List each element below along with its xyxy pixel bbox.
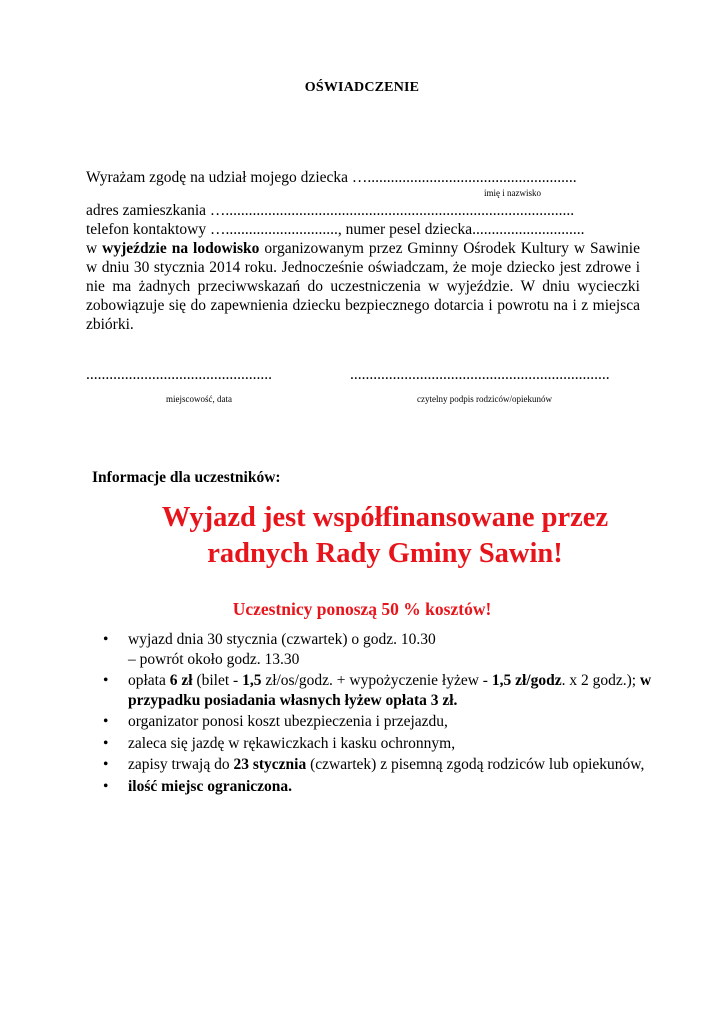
list-item-text: organizator ponosi koszt ubezpieczenia i przejazdu, — [128, 713, 448, 730]
phone-line: telefon kontaktowy …............................., numer pesel dziecka............................. — [86, 221, 585, 238]
cost-share-note: Uczestnicy ponoszą 50 % kosztów! — [232, 599, 492, 619]
rental-price: 1,5 zł/godz — [491, 672, 562, 689]
info-heading: Informacje dla uczestników: — [92, 469, 281, 486]
bullet-icon: • — [103, 631, 109, 648]
document-title: OŚWIADCZENIE — [304, 80, 420, 95]
bullet-icon: • — [103, 734, 109, 752]
list-item-text: zapisy trwają do — [128, 756, 234, 773]
bullet-icon: • — [103, 777, 109, 795]
list-item — [97, 734, 657, 754]
fee-amount: 6 zł — [169, 672, 193, 689]
bullet-icon: • — [103, 672, 109, 689]
bullet-icon: • — [103, 713, 109, 730]
funding-line-1: Wyjazd jest współfinansowane przez — [161, 502, 609, 533]
list-item — [97, 755, 657, 775]
signature-dots: ................................................................... — [350, 366, 610, 383]
own-skates-note: w przypadku posiadania własnych łyżew opłata 3 zł. — [128, 672, 652, 709]
name-hint: imię i nazwisko — [484, 188, 541, 198]
info-list — [97, 630, 657, 798]
paragraph-bold: wyjeździe na lodowisko — [102, 240, 260, 257]
place-date-dots: ................................................ — [86, 366, 272, 383]
list-item-text: – powrót około godz. 13.30 — [128, 650, 300, 668]
bullet-icon: • — [103, 756, 109, 773]
signature-label: czytelny podpis rodziców/opiekunów — [417, 394, 552, 404]
list-item-text: . x 2 godz.); — [561, 672, 640, 689]
paragraph-prefix: w — [86, 240, 103, 257]
consent-paragraph — [86, 239, 640, 334]
funding-line-2: radnych Rady Gminy Sawin! — [207, 538, 563, 569]
list-item-text: wyjazd dnia 30 stycznia (czwartek) o godz. 10.30 — [128, 631, 436, 648]
list-item — [97, 630, 657, 669]
list-item-text: opłata — [128, 672, 170, 689]
list-item-text: ilość miejsc ograniczona. — [128, 777, 293, 795]
list-item — [97, 671, 657, 710]
list-item-text: (bilet - — [192, 672, 243, 689]
address-line: adres zamieszkania ….......................................................................................... — [86, 202, 575, 219]
list-item-text: (czwartek) z pisemną zgodą rodziców lub opiekunów, — [306, 756, 645, 773]
deadline-date: 23 stycznia — [233, 756, 307, 773]
paragraph-rest: organizowanym przez Gminny Ośrodek Kultury w Sawinie w dniu 30 stycznia 2014 roku. Jednocześnie oświadczam, że moje dziecko jest zdrowe i nie ma żadnych przeciwwskazań do uczestniczenia w wyjeździe. W dniu wycieczki zobowiązuje się do zapewnienia dziecku bezpiecznego dotarcia i powrotu na i z miejsca zbiórki. — [86, 240, 640, 333]
list-item-text: zaleca się jazdę w rękawiczkach i kasku ochronnym, — [128, 734, 456, 752]
list-item-text: zł/os/godz. + wypożyczenie łyżew - — [261, 672, 492, 689]
consent-line: Wyrażam zgodę na udział mojego dziecka …...................................................... — [86, 169, 577, 186]
place-date-label: miejscowość, data — [166, 394, 232, 404]
list-item — [97, 712, 657, 732]
ticket-price: 1,5 — [242, 672, 262, 689]
list-item — [97, 777, 657, 797]
